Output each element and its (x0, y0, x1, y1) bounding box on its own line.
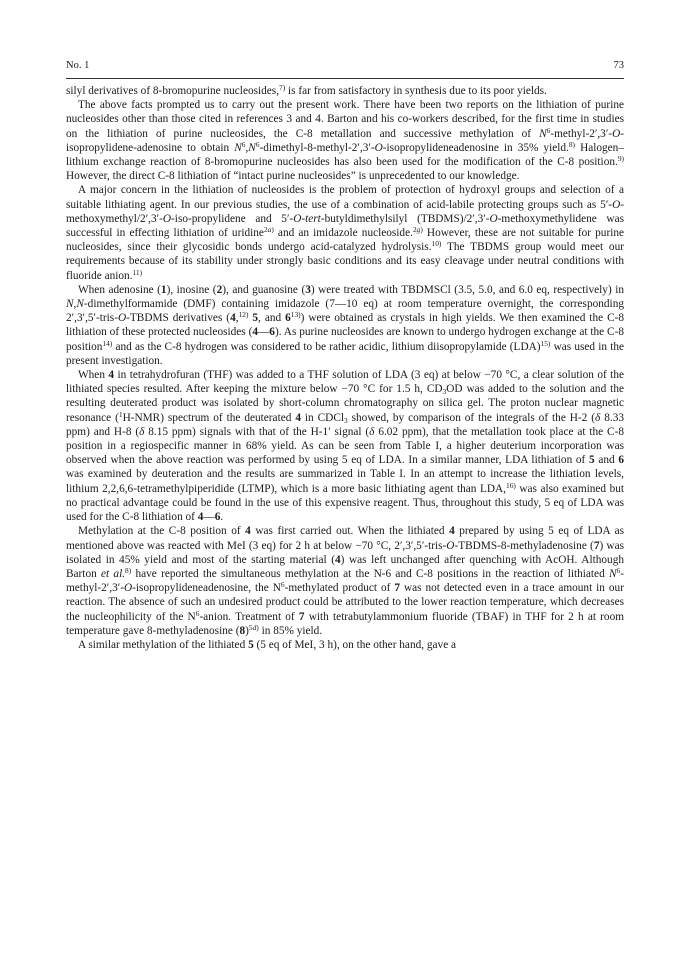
paragraph-final: A similar methylation of the lithiated 5 (5 eq of MeI, 3 h), on the other hand, gave a (78, 638, 457, 651)
paragraph-motivation: The above facts prompted us to carry out the present work. There have been two reports on the lithiation of purine nucleosides other than those cited in references 3 and 4. Barton and his co-workers described, for the first time in studies on the lithiation of purine nucleosides, the C-8 metallation and successive methylation of $N^6-methyl-2',3'-O-isopropylidene$-adenosine to obtain $N^6,N^6-dimethyl-8-methyl-2',3'-O$-isopropylideneadenosine in 35% yield.$^{8)}$ Halogen–lithium exchange reaction of 8-bromopurine nucleosides has also been used for the modification of the C-8 position.$^{9)}$ However, the direct C-8 lithiation of “intact purine nucleosides” is unprecedented to our knowledge. (66, 99, 624, 183)
header-rule (66, 78, 624, 79)
paragraph-silylation: When adenosine (1), inosine (2), and guanosine (3) were treated with TBDMSCl (3.5, 5.0, and 6.0 eq, respectively) in N,N-dimethylformamide (DMF) containing imidazole (7—10 eq) at room temperature overnight, the corresponding 2′,3′,5′-tris-O-TBDMS derivatives (4,$^{12)}$ 5, and 6$^{13)}$) were obtained as crystals in high yields. We then examined the C-8 lithiation of these protected nucleosides (4—6). As purine nucleosides are known to undergo hydrogen exchange at the C-8 position$^{14)}$ and as the C-8 hydrogen was considered to be rather acidic, lithium diisopropylamide (LDA)$^{15)}$ was used in the present investigation. (66, 283, 625, 367)
paragraph-methylation: Methylation at the C-8 position of 4 was first carried out. When the lithiated 4 prepared by using 5 eq of LDA as mentioned above was reacted with MeI (3 eq) for 2 h at below −70 °C, 2′,3′,5′-tris-O-TBDMS-8-methyladenosine (7) was isolated in 45% yield and most of the starting material (4) was left unchanged after quenching with AcOH. Although Barton et al.$^{8)}$ have reported the simultaneous methylation at the N-6 and C-8 positions in the reaction of lithiated $N^6-methyl-2',3'-O$-isopropylideneadenosine, the $N^6$-methylated product of 7 was not detected even in a trace amount in our reaction. The absence of such an undesired product could be attributed to the lower reaction temperature, which decreases the nucleophilicity of the $N^6$-anion. Treatment of 7 with tetrabutylammonium fluoride (TBAF) in THF for 2 h at room temperature gave 8-methyladenosine $(8)^{5d)}$ in 85% yield. (66, 525, 625, 637)
journal-issue: No. 1 (66, 60, 90, 71)
paragraph-lithiation: When 4 in tetrahydrofuran (THF) was added to a THF solution of LDA (3 eq) at below −70 °C, a clear solution of the lithiated species resulted. After keeping the mixture below −70 °C for 1.5 h, $CD_3OD$ was added to the solution and the resulting deuterated product was isolated by short-column chromatography on silica gel. The proton nuclear magnetic resonance ($^1$H-NMR) spectrum of the deuterated 4 in CDCl$_3$ showed, by comparison of the integrals of the H-2 (δ 8.33 ppm) and H-8 (δ 8.15 ppm) signals with that of the H-1′ signal (δ 6.02 ppm), that the metallation took place at the C-8 position in a regiospecific manner in 68% yield. As can be seen from Table I, a higher deuterium incorporation was observed when the above reaction was performed by using 5 eq of LDA. In a similar manner, LDA lithiation of 5 and 6 was examined by deuteration and the results are summarized in Table I. In an attempt to increase the lithiation levels, lithium 2,2,6,6-tetramethylpiperidide (LTMP), which is a more basic lithiating agent than LDA,$^{16)}$ was also examined but no practical advantage could be found in the use of this expensive reagent. Thus, throughout this study, 5 eq of LDA was used for the C-8 lithiation of 4—6. (66, 369, 625, 524)
running-header (66, 60, 624, 78)
paragraph-protection: A major concern in the lithiation of nucleosides is the problem of protection of hydroxyl groups and selection of a suitable lithiating agent. In our previous studies, the use of a combination of acid-labile protecting groups such as 5′-O-methoxymethyl/2′,3′-O-iso-propylidene and 5′-O-tert-butyldimethylsilyl (TBDMS)/2′,3′-O-methoxymethylidene was successful in effecting lithiation of uridine$^{2a)}$ and an imidazole nucleoside.$^{2g)}$ However, these are not suitable for purine nucleosides, since their glycosidic bonds undergo acid-catalyzed hydrolysis.$^{10)}$ The TBDMS group would meet our requirements because of its stability under strongly basic conditions and its easy cleavage under neutral conditions with fluoride anion.$^{11)}$ (66, 184, 625, 282)
body-text (66, 84, 624, 652)
paragraph-continuation: silyl derivatives of 8-bromopurine nucleosides,$^{7)}$ is far from satisfactory in synthesis due to its poor yields. (66, 83, 547, 97)
journal-page (66, 60, 624, 960)
page-number: 73 (613, 60, 624, 71)
